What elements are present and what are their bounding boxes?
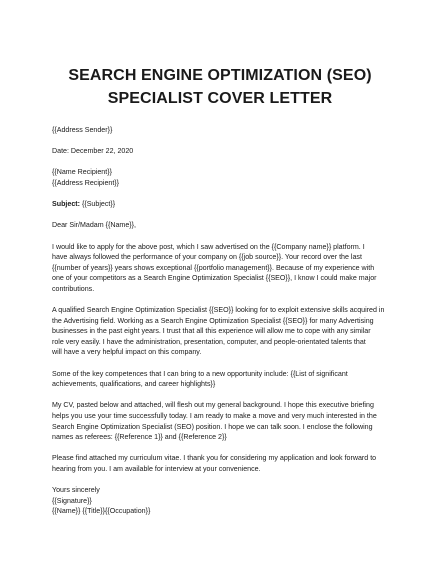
letter-date: Date: December 22, 2020 (52, 147, 134, 156)
closing-sincerely: Yours sincerely (52, 486, 100, 495)
paragraph-line: names as referees: {{Reference 1}} and {{Reference 2}} (52, 433, 227, 442)
title-line-2: SPECIALIST COVER LETTER (107, 90, 333, 107)
address-sender: {{Address Sender}} (52, 126, 113, 134)
greeting: Dear Sir/Madam {{Name}}, (52, 221, 136, 230)
paragraph-line: businesses in the past eight years. I trust that all this experience will allow me to cope with any similar (52, 327, 371, 336)
subject-label: Subject: (52, 200, 80, 209)
paragraph-line: hearing from you. I am available for interview at your convenience. (52, 465, 261, 473)
paragraph (52, 305, 388, 358)
paragraph-line: Some of the key competences that I can bring to a new opportunity include: {{List of significant (52, 369, 348, 378)
paragraph-line: will have a very helpful impact on this company. (52, 348, 202, 357)
paragraph-line: role very easily. I have the administration, presentation, computer, and people-orientated talents that (52, 337, 366, 346)
paragraph-line: {{number of years}} years shows exceptional {{portfolio management}}. Because of my experience with (52, 263, 375, 272)
name-title-line: {{Name}} {{Title}}{{Occupation}} (52, 507, 151, 516)
paragraph-line: the Advertising field. Working as a Search Engine Optimization Specialist {{SEO}} for many Advertising (52, 316, 374, 325)
paragraph-line: have always followed the performance of your company on {{job source}}. Your record over the last (52, 253, 362, 262)
subject-value: {{Subject}} (79, 200, 116, 209)
paragraph-line: achievements, qualifications, and career highlights}} (52, 380, 216, 389)
paragraph-line: Search Engine Optimization Specialist (SEO) position. I hope we can talk soon. I enclose the following (52, 422, 373, 431)
paragraph (52, 453, 388, 474)
signature-placeholder: {{Signature}} (52, 496, 92, 505)
paragraph (52, 242, 388, 295)
letter-body (52, 125, 388, 517)
paragraph-line: contributions. (52, 284, 95, 293)
paragraph-line: Please find attached my curriculum vitae. I thank you for considering my application and look forward to (52, 454, 377, 463)
paragraph-line: My CV, pasted below and attached, will flesh out my general background. I hope this executive briefing (52, 401, 374, 410)
paragraph-line: I would like to apply for the above post, which I saw advertised on the {{Company name}} platform. I (52, 242, 365, 251)
recipient-address: {{Address Recipient}} (52, 178, 120, 187)
subject-line (52, 199, 388, 210)
title-line-1: SEARCH ENGINE OPTIMIZATION (SEO) (68, 67, 372, 84)
paragraph-line: A qualified Search Engine Optimization Specialist {{SEO}} looking for to exploit extensive skills acquired in (52, 306, 385, 315)
paragraph-line: helps you use your time successfully today. I am ready to make a move and very much interested in the (52, 412, 377, 421)
paragraph-line: one of your competitors as a Search Engine Optimization Specialist {{SEO}}, I know I could make major (52, 274, 377, 283)
page-title (52, 0, 388, 110)
paragraph (52, 400, 388, 442)
paragraph (52, 369, 388, 390)
recipient-name: {{Name Recipient}} (52, 168, 112, 177)
